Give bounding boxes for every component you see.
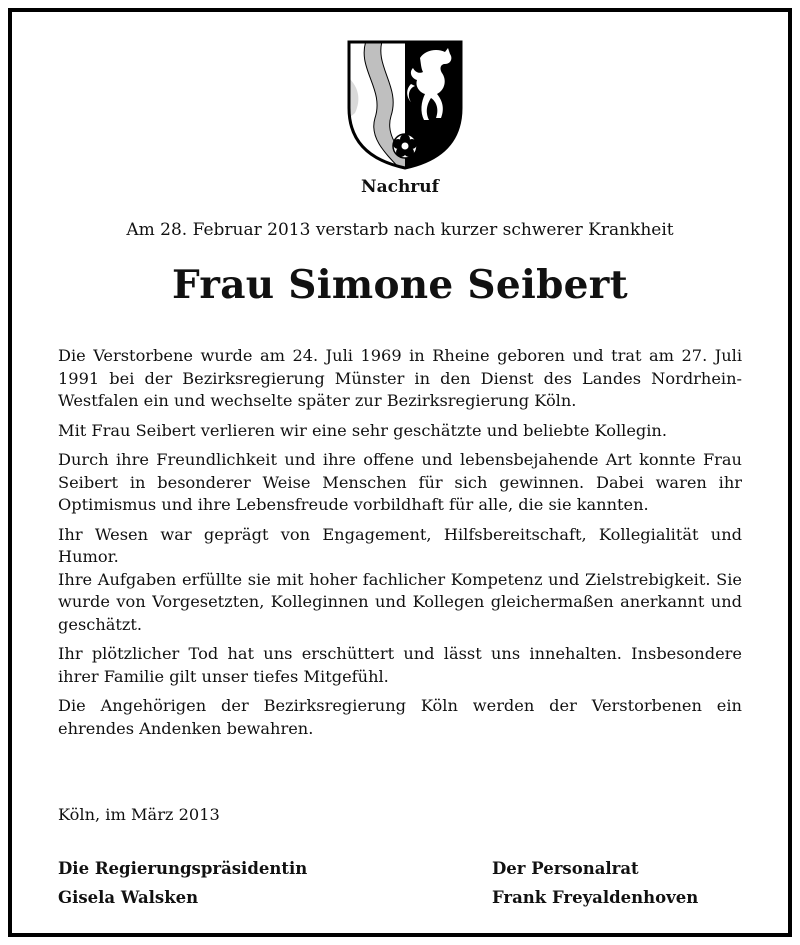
notice-intro: Am 28. Februar 2013 verstarb nach kurzer schwerer Krankheit [126,220,674,240]
paragraph-biography: Die Verstorbene wurde am 24. Juli 1969 in Rheine geboren und trat am 27. Juli 1991 bei der Bezirksregierung Münster in den Dienst des Landes Nordrhein-Westfalen ein und wechselte später zur Bezirksregierung Köln. [58,346,742,410]
paragraph-character: Durch ihre Freundlichkeit und ihre offene und lebensbejahende Art konnte Frau Seibert in besonderer Weise Menschen für sich gewinnen. Dabei waren ihr Optimismus und ihre Lebensfreude vorbildhaft für alle, die sie kannten. [58,450,742,514]
place-date: Köln, im März 2013 [58,805,220,824]
signature-block-staff-council [492,854,698,912]
paragraph-duties: Ihre Aufgaben erfüllte sie mit hoher fachlicher Kompetenz und Zielstrebigkeit. Sie wurde von Vorgesetzten, Kolleginnen und Kollegen gleichermaßen anerkannt und geschätzt. [58,569,742,634]
notice-body [58,345,742,747]
signature-block-president [58,854,307,912]
notice-frame [8,8,792,937]
paragraph-nature: Ihr Wesen war geprägt von Engagement, Hilfsbereitschaft, Kollegialität und Humor. [58,524,742,566]
deceased-name: Frau Simone Seibert [172,262,628,308]
signatory-name: Gisela Walsken [58,888,199,907]
signatory-title: Der Personalrat [492,859,639,878]
signatory-title: Die Regierungspräsidentin [58,859,308,878]
signatory-name: Frank Freyaldenhoven [492,888,699,907]
notice-content [58,12,742,933]
paragraph-condolence: Ihr plötzlicher Tod hat uns erschüttert und lässt uns innehalten. Insbesondere ihrer Familie gilt unser tiefes Mitgefühl. [58,644,742,686]
notice-heading: Nachruf [361,177,439,197]
coat-of-arms-icon [345,38,465,172]
paragraph-remembrance: Die Angehörigen der Bezirksregierung Köln werden der Verstorbenen ein ehrendes Andenken bewahren. [58,696,742,738]
paragraph-loss: Mit Frau Seibert verlieren wir eine sehr geschätzte und beliebte Kollegin. [58,420,668,440]
